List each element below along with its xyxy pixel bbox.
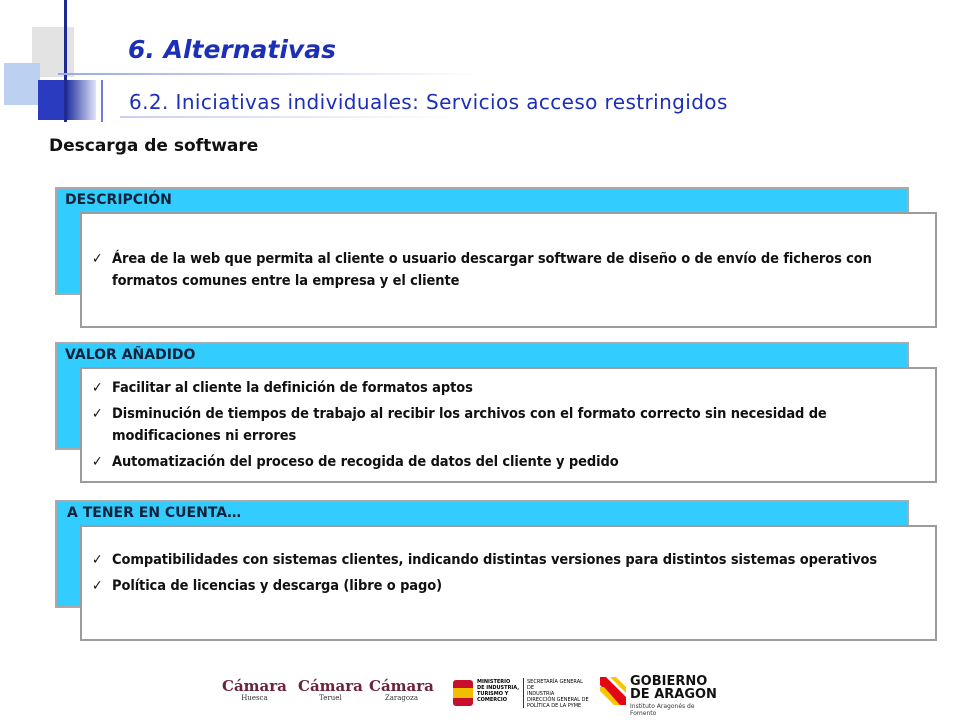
checkmark-icon: ✓ xyxy=(92,578,103,594)
block-label: VALOR AÑADIDO xyxy=(65,347,196,363)
bullet-text: Disminución de tiempos de trabajo al recibir los archivos con el formato correcto sin necesidad de modificaciones ni errores xyxy=(112,406,827,444)
camara-city: Zaragoza xyxy=(384,694,418,702)
camara-word: Cámara xyxy=(222,677,287,695)
ministerio-divider xyxy=(523,678,524,708)
gobierno-subtext: Instituto Aragonés de Fomento xyxy=(630,703,695,717)
decor-square-gradient xyxy=(66,80,96,120)
checkmark-icon: ✓ xyxy=(92,454,103,470)
logo-camara-huesca xyxy=(222,678,287,702)
bullet-item xyxy=(82,451,935,473)
bullet-item xyxy=(82,575,935,597)
block-card-descripcion xyxy=(80,212,937,328)
slide-title: 6. Alternativas xyxy=(128,35,336,64)
ministerio-right-text: SECRETARÍA GENERAL DE INDUSTRIA DIRECCIÓN GENERAL DE POLÍTICA DE LA PYME xyxy=(527,679,589,709)
decor-vertical-line-2 xyxy=(101,80,103,122)
logo-ministerio xyxy=(453,678,591,708)
bullet-item xyxy=(82,403,935,447)
bullet-text: Compatibilidades con sistemas clientes, indicando distintas versiones para distintos sistemas operativos xyxy=(112,552,878,568)
spain-coat-of-arms-icon xyxy=(453,680,473,706)
camara-word: Cámara xyxy=(369,677,434,695)
aragon-flag-icon xyxy=(600,677,626,705)
bullet-text: Automatización del proceso de recogida de datos del cliente y pedido xyxy=(112,454,619,470)
section-title: Descarga de software xyxy=(49,136,259,156)
bullet-item xyxy=(82,248,935,292)
gobierno-text: GOBIERNO DE ARAGON xyxy=(630,674,717,702)
bullet-item xyxy=(82,377,935,399)
decor-vertical-line xyxy=(64,0,67,122)
camara-city: Huesca xyxy=(241,694,268,702)
block-card-valor-anadido xyxy=(80,367,937,483)
logo-camara-teruel xyxy=(298,678,363,702)
bullet-list xyxy=(82,248,935,292)
block-label: A TENER EN CUENTA… xyxy=(67,505,242,521)
block-card-a-tener-en-cuenta xyxy=(80,525,937,641)
bullet-text: Política de licencias y descarga (libre o pago) xyxy=(112,578,442,594)
block-label: DESCRIPCIÓN xyxy=(65,192,172,208)
checkmark-icon: ✓ xyxy=(92,380,103,396)
checkmark-icon: ✓ xyxy=(92,251,103,267)
camara-city: Teruel xyxy=(319,694,342,702)
decor-horizontal-line xyxy=(58,73,478,75)
ministerio-left-text: MINISTERIO DE INDUSTRIA, TURISMO Y COMERCIO xyxy=(477,679,520,703)
bullet-list xyxy=(82,549,935,597)
bullet-item xyxy=(82,549,935,571)
slide-subtitle: 6.2. Iniciativas individuales: Servicios acceso restringidos xyxy=(129,90,728,114)
logo-gobierno-aragon xyxy=(600,674,720,717)
logo-camara-zaragoza xyxy=(369,678,434,702)
checkmark-icon: ✓ xyxy=(92,406,103,422)
checkmark-icon: ✓ xyxy=(92,552,103,568)
bullet-text: Área de la web que permita al cliente o usuario descargar software de diseño o de envío de ficheros con formatos comunes entre la empresa y el cliente xyxy=(112,251,872,289)
camara-word: Cámara xyxy=(298,677,363,695)
bullet-text: Facilitar al cliente la definición de formatos aptos xyxy=(112,380,473,396)
decor-horizontal-line-2 xyxy=(120,116,460,118)
decor-square-light-blue xyxy=(4,63,40,105)
bullet-list xyxy=(82,377,935,473)
